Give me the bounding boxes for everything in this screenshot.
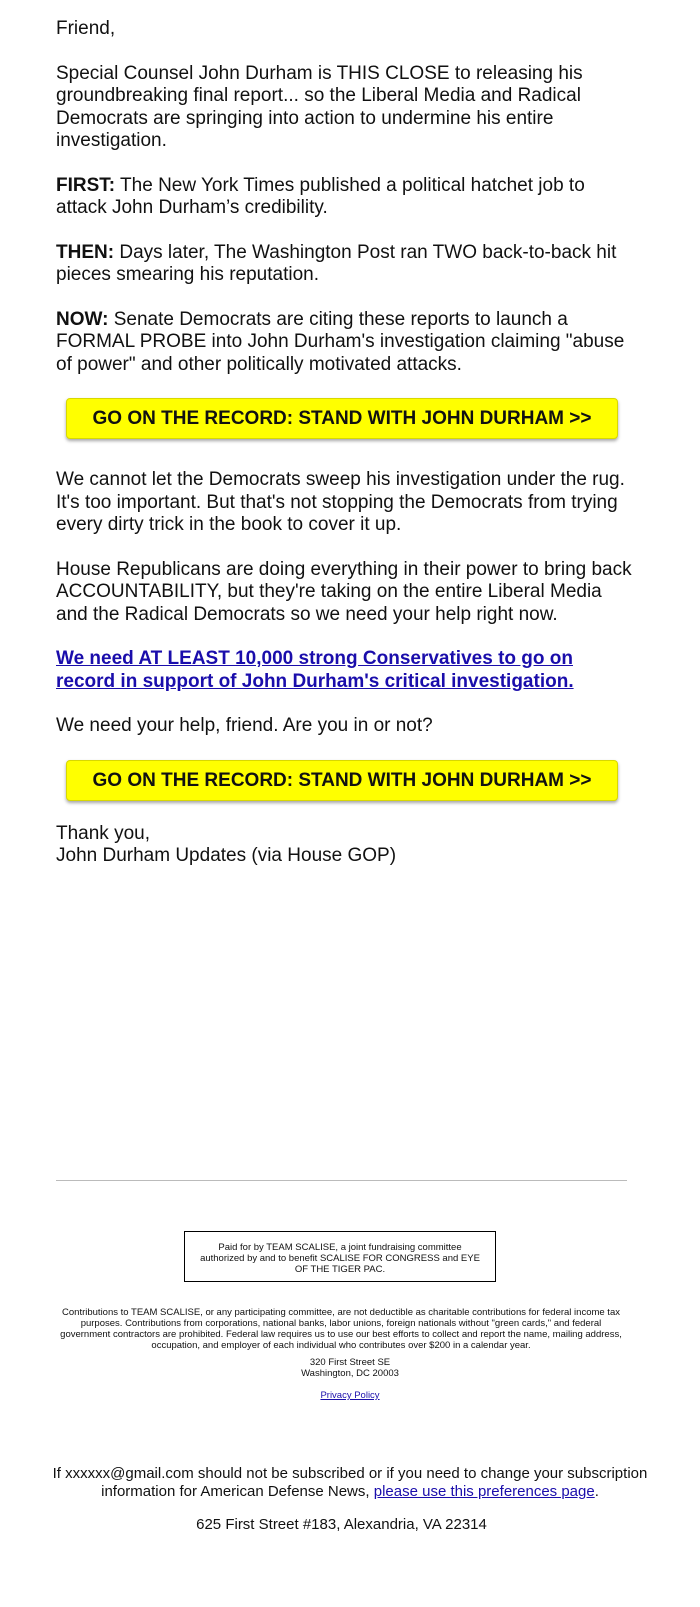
then-label: THEN: (56, 241, 115, 263)
now-paragraph (56, 309, 636, 377)
footer-divider (56, 1180, 627, 1181)
preferences-page-link[interactable]: please use this preferences page (373, 1483, 595, 1500)
paragraph-accountability: House Republicans are doing everything in their power to bring back ACCOUNTABILITY, but they're taking on the entire Liberal Media and the Radical Democrats so we need your help right now. (56, 558, 632, 625)
email-content (56, 18, 636, 868)
intro-paragraph: Special Counsel John Durham is THIS CLOSE to releasing his groundbreaking final report... so the Liberal Media and Radical Democrats are springing into action to undermine his entire investigation. (56, 62, 583, 151)
first-text: The New York Times published a political hatchet job to attack John Durham’s credibility. (56, 174, 585, 218)
paragraph-rug: We cannot let the Democrats sweep his investigation under the rug. It's too important. But that's not stopping the Democrats from trying every dirty trick in the book to cover it up. (56, 469, 625, 535)
unsubscribe-text: If xxxxxx@gmail.com should not be subscribed or if you need to change your subscription information for American Defense News, (52, 1465, 648, 1500)
paid-for-disclaimer-box (184, 1231, 496, 1282)
address-line-2: Washington, DC 20003 (301, 1368, 399, 1379)
privacy-policy-link[interactable]: Privacy Policy (320, 1390, 380, 1401)
now-label: NOW: (56, 308, 109, 330)
paid-for-text: Paid for by TEAM SCALISE, a joint fundraising committee authorized by and to benefit SCALISE FOR CONGRESS and EYE OF THE TIGER PAC. (200, 1242, 480, 1275)
unsubscribe-end: . (594, 1483, 599, 1500)
paragraph-are-you-in: We need your help, friend. Are you in or not? (56, 715, 433, 736)
then-paragraph (56, 242, 636, 287)
address-line-1: 320 First Street SE (309, 1357, 391, 1368)
support-link[interactable]: We need AT LEAST 10,000 strong Conservatives to go on record in support of John Durham's critical investigation. (56, 648, 574, 692)
first-paragraph (56, 175, 636, 220)
unsubscribe-notice (20, 1465, 680, 1501)
committee-address (0, 1357, 700, 1379)
link-paragraph (56, 648, 636, 693)
greeting: Friend, (56, 18, 116, 39)
signoff: Thank you, (56, 822, 150, 844)
cta-button-stand-with-durham-2[interactable]: GO ON THE RECORD: STAND WITH JOHN DURHAM >> (66, 760, 618, 801)
signature: John Durham Updates (via House GOP) (56, 845, 397, 866)
cta-button-stand-with-durham[interactable]: GO ON THE RECORD: STAND WITH JOHN DURHAM >> (66, 398, 618, 439)
legal-disclaimer: Contributions to TEAM SCALISE, or any participating committee, are not deductible as charitable contributions for federal income tax purposes. Contributions from corporations, national banks, labor unions, foreign nationals without "green cards," and federal government contractors are prohibited. Federal law requires us to use our best efforts to collect and report the name, mailing address, occupation, and employer of each individual who contributes over $200 in a calendar year. (60, 1307, 622, 1351)
mailing-address: 625 First Street #183, Alexandria, VA 22314 (196, 1516, 487, 1533)
first-label: FIRST: (56, 174, 116, 196)
now-text: Senate Democrats are citing these reports to launch a FORMAL PROBE into John Durham's investigation claiming "abuse of power" and other politically motivated attacks. (56, 308, 625, 375)
then-text: Days later, The Washington Post ran TWO back-to-back hit pieces smearing his reputation. (56, 241, 617, 285)
privacy-row (0, 1390, 700, 1401)
